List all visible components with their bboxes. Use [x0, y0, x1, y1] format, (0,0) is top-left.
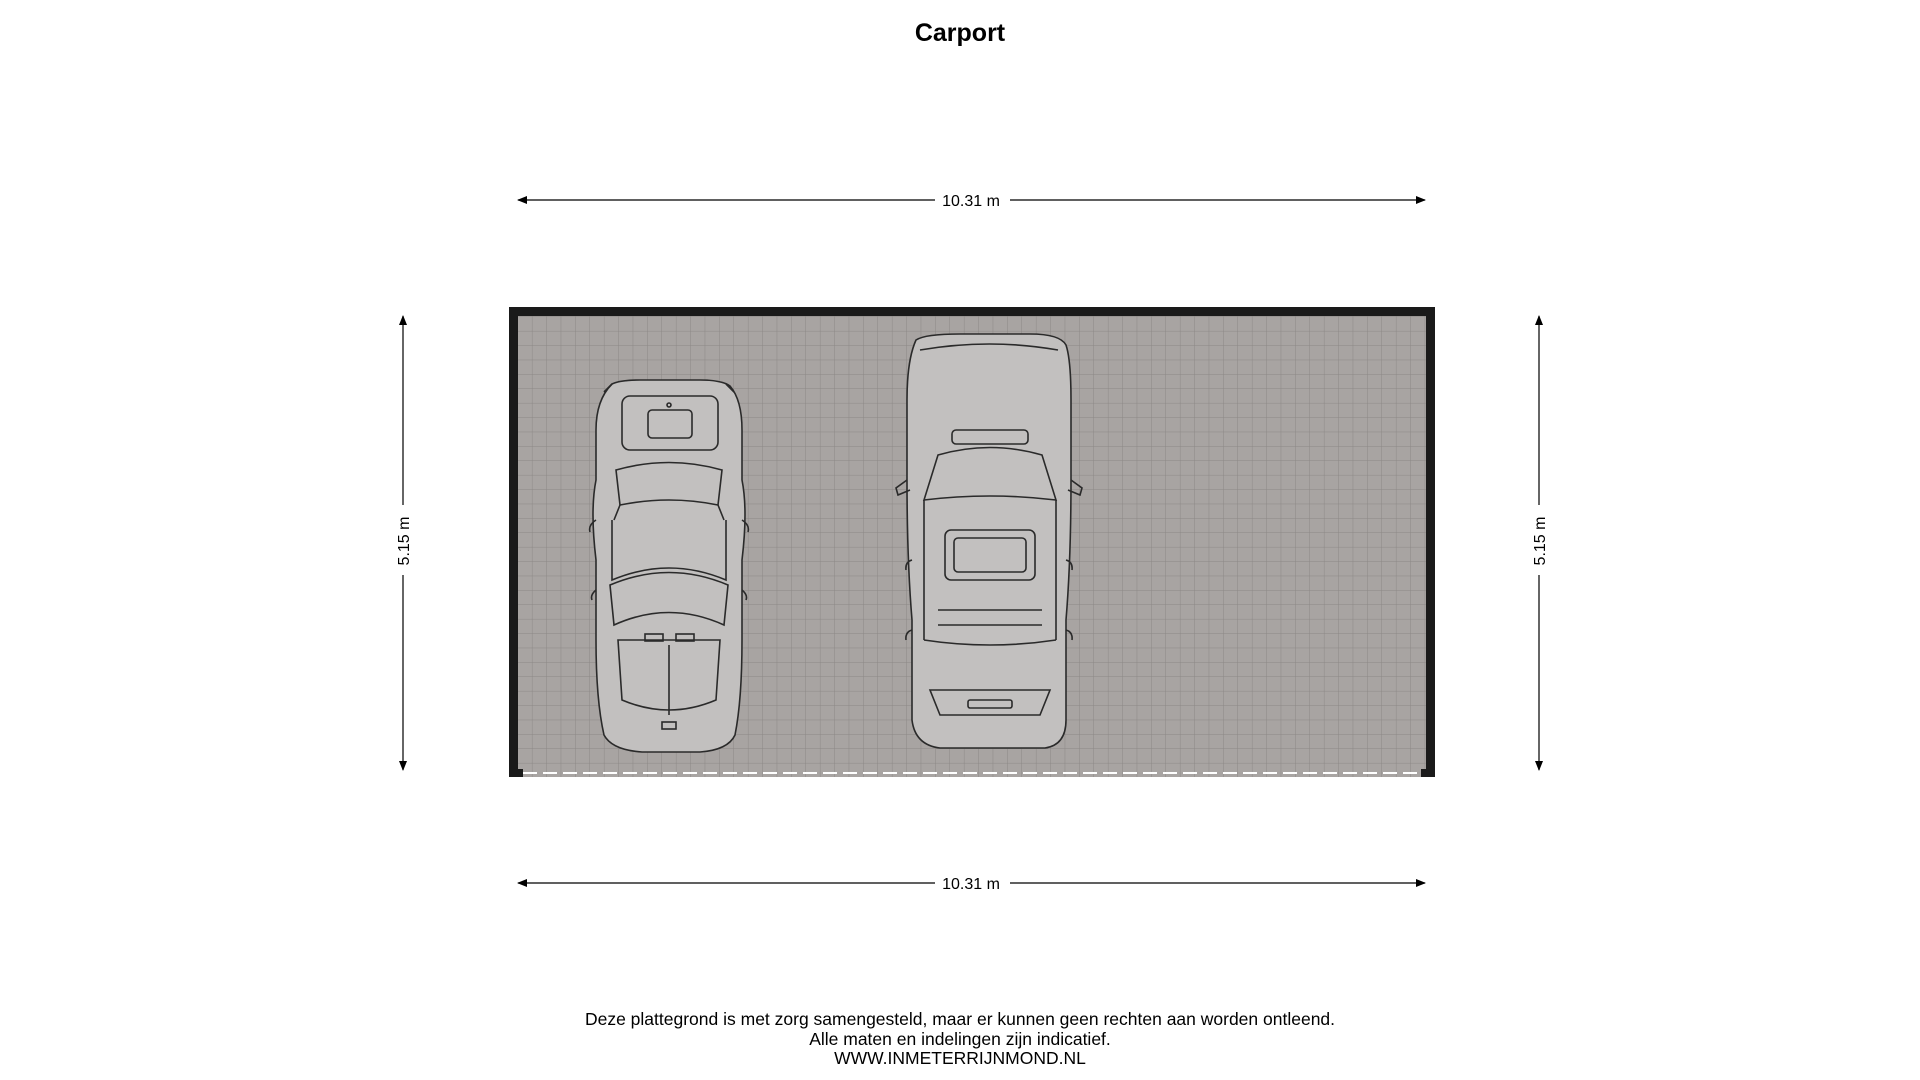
top-width-label: 10.31 m	[942, 193, 1000, 210]
sports-car-icon	[590, 380, 749, 752]
disclaimer	[0, 1010, 1920, 1069]
left-height-dimension	[396, 316, 413, 770]
bottom-width-dimension	[518, 876, 1425, 893]
plan-title: Carport	[914, 19, 1006, 47]
suv-car-icon	[896, 334, 1082, 748]
right-height-label: 5.15 m	[1532, 516, 1549, 566]
top-width-dimension	[518, 193, 1425, 210]
disclaimer-line-2: Alle maten en indelingen zijn indicatief.	[809, 1028, 1111, 1049]
left-height-label: 5.15 m	[396, 516, 413, 566]
disclaimer-line-1: Deze plattegrond is met zorg samengesteld, maar er kunnen geen rechten aan worden ontleend.	[584, 1009, 1336, 1029]
website-link[interactable]: WWW.INMETERRIJNMOND.NL	[834, 1048, 1086, 1068]
bottom-width-label: 10.31 m	[942, 876, 1000, 893]
right-height-dimension	[1532, 316, 1549, 770]
